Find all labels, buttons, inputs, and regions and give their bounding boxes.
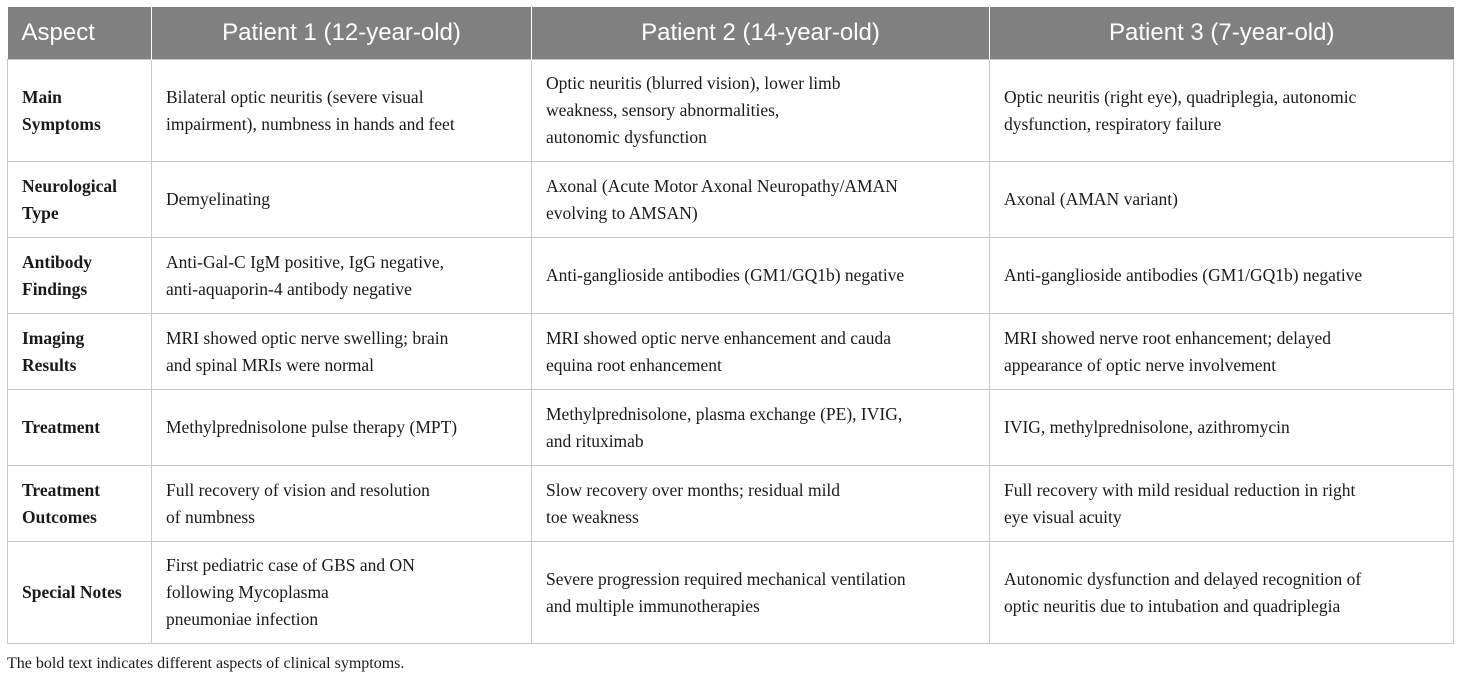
cell-line: IVIG, methylprednisolone, azithromycin: [1004, 417, 1290, 437]
cell-line: Anti-Gal-C IgM positive, IgG negative,: [166, 251, 445, 272]
patient-2-cell: [532, 314, 990, 390]
cell-line: Antibody: [22, 251, 93, 272]
patient-3-cell: [990, 542, 1454, 644]
cell-line: Outcomes: [22, 506, 97, 527]
cell-line: Neurological: [22, 175, 117, 196]
patient-2-cell: [532, 162, 990, 238]
table-body: [8, 60, 1454, 644]
cell-line: Methylprednisolone pulse therapy (MPT): [166, 417, 458, 437]
patient-1-cell: [152, 238, 532, 314]
table-row: [8, 314, 1454, 390]
patient-1-cell: [152, 60, 532, 162]
cell-line: Special Notes: [22, 582, 122, 602]
aspect-cell: [8, 238, 152, 314]
cell-line: and multiple immunotherapies: [546, 595, 760, 616]
cell-line: anti-aquaporin-4 antibody negative: [166, 278, 412, 299]
cell-line: dysfunction, respiratory failure: [1004, 113, 1222, 134]
table-row: [8, 162, 1454, 238]
cell-line: Methylprednisolone, plasma exchange (PE), IVIG,: [546, 403, 903, 424]
cell-line: Optic neuritis (right eye), quadriplegia, autonomic: [1004, 86, 1357, 107]
patient-1-cell: [152, 314, 532, 390]
cell-line: Axonal (AMAN variant): [1004, 189, 1178, 209]
cell-line: Bilateral optic neuritis (severe visual: [166, 86, 424, 107]
cell-line: Results: [22, 354, 77, 375]
patient-3-cell: [990, 60, 1454, 162]
cell-line: Main: [22, 86, 62, 107]
cell-line: Severe progression required mechanical ventilation: [546, 568, 906, 589]
cell-line: Full recovery of vision and resolution: [166, 479, 430, 500]
patient-2-cell: [532, 390, 990, 466]
aspect-cell: [8, 466, 152, 542]
patient-1-cell: [152, 466, 532, 542]
cell-line: eye visual acuity: [1004, 506, 1122, 527]
cell-line: Imaging: [22, 327, 85, 348]
cell-line: Slow recovery over months; residual mild: [546, 479, 841, 500]
cell-line: MRI showed nerve root enhancement; delayed: [1004, 327, 1332, 348]
patient-3-cell: [990, 466, 1454, 542]
table-row: [8, 60, 1454, 162]
header-aspect: Aspect: [8, 7, 152, 60]
table-row: [8, 542, 1454, 644]
patient-3-cell: [990, 390, 1454, 466]
patient-2-cell: [532, 466, 990, 542]
cell-line: and rituximab: [546, 430, 644, 451]
aspect-cell: [8, 542, 152, 644]
patient-1-cell: [152, 162, 532, 238]
table-row: [8, 466, 1454, 542]
cell-line: Demyelinating: [166, 189, 271, 209]
cell-line: First pediatric case of GBS and ON: [166, 555, 415, 575]
cell-line: and spinal MRIs were normal: [166, 354, 375, 375]
cell-line: impairment), numbness in hands and feet: [166, 113, 455, 134]
clinical-comparison-table-container: [7, 7, 1453, 644]
table-footnote: The bold text indicates different aspects of clinical symptoms.: [7, 655, 405, 672]
header-row: [8, 7, 1454, 60]
aspect-cell: [8, 314, 152, 390]
aspect-cell: [8, 60, 152, 162]
patient-1-cell: [152, 390, 532, 466]
cell-line: Full recovery with mild residual reduction in right: [1004, 479, 1356, 500]
cell-line: appearance of optic nerve involvement: [1004, 354, 1277, 375]
cell-line: Symptoms: [22, 113, 101, 134]
cell-line: Autonomic dysfunction and delayed recognition of: [1004, 568, 1362, 589]
cell-line: Anti-ganglioside antibodies (GM1/GQ1b) negative: [546, 265, 905, 285]
cell-line: pneumoniae infection: [166, 609, 319, 629]
header-patient-1: Patient 1 (12-year-old): [152, 7, 532, 60]
cell-line: equina root enhancement: [546, 354, 722, 375]
cell-line: Type: [22, 202, 59, 223]
cell-line: Findings: [22, 278, 88, 299]
cell-line: Optic neuritis (blurred vision), lower limb: [546, 73, 841, 93]
table-row: [8, 390, 1454, 466]
table-header: [8, 7, 1454, 60]
patient-2-cell: [532, 542, 990, 644]
cell-line: MRI showed optic nerve enhancement and cauda: [546, 327, 892, 348]
cell-line: Treatment: [22, 479, 101, 500]
cell-line: following Mycoplasma: [166, 582, 329, 602]
cell-line: MRI showed optic nerve swelling; brain: [166, 327, 449, 348]
patient-2-cell: [532, 238, 990, 314]
patient-3-cell: [990, 238, 1454, 314]
cell-line: evolving to AMSAN): [546, 202, 698, 223]
cell-line: of numbness: [166, 506, 255, 527]
cell-line: Treatment: [22, 417, 101, 437]
cell-line: weakness, sensory abnormalities,: [546, 100, 780, 120]
cell-line: toe weakness: [546, 506, 639, 527]
cell-line: Axonal (Acute Motor Axonal Neuropathy/AMAN: [546, 175, 898, 196]
clinical-comparison-table: [7, 7, 1454, 644]
aspect-cell: [8, 390, 152, 466]
patient-3-cell: [990, 162, 1454, 238]
aspect-cell: [8, 162, 152, 238]
header-patient-3: Patient 3 (7-year-old): [990, 7, 1454, 60]
patient-1-cell: [152, 542, 532, 644]
cell-line: autonomic dysfunction: [546, 127, 707, 147]
cell-line: Anti-ganglioside antibodies (GM1/GQ1b) negative: [1004, 265, 1363, 285]
patient-3-cell: [990, 314, 1454, 390]
patient-2-cell: [532, 60, 990, 162]
table-row: [8, 238, 1454, 314]
cell-line: optic neuritis due to intubation and quadriplegia: [1004, 595, 1341, 616]
header-patient-2: Patient 2 (14-year-old): [532, 7, 990, 60]
